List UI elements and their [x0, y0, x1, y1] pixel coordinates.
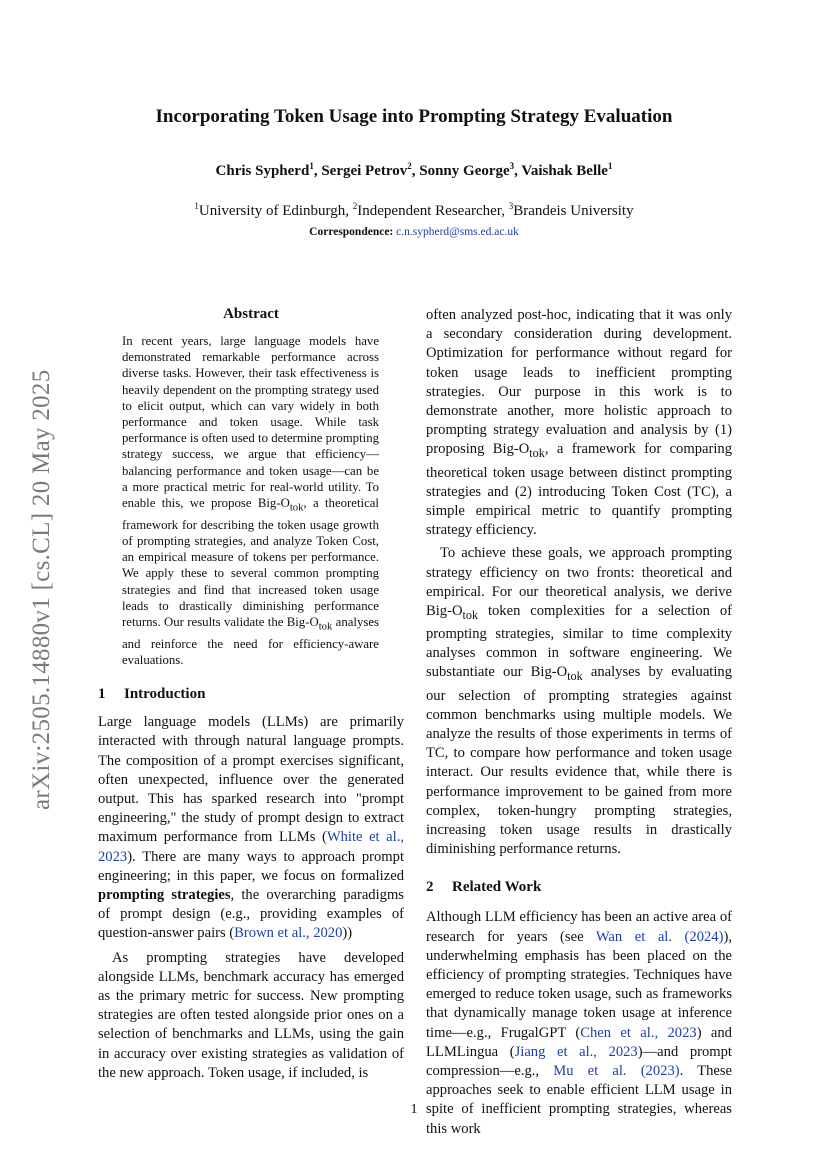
section-heading-related-work: 2 Related Work: [426, 879, 542, 896]
author-name: Chris Sypherd: [215, 163, 310, 179]
abstract-heading: Abstract: [223, 306, 279, 322]
citation-link[interactable]: Chen et al., 2023: [580, 1024, 697, 1041]
page-number: 1: [410, 1102, 418, 1117]
author-name: Sergei Petrov: [321, 163, 408, 179]
arxiv-identifier: arXiv:2505.14880v1 [cs.CL] 20 May 2025: [28, 369, 55, 811]
author-name: Vaishak Belle: [521, 163, 608, 179]
correspondence-label: Correspondence:: [309, 226, 394, 238]
affiliation-name: Independent Researcher: [357, 203, 502, 219]
intro-paragraph-2: As prompting strategies have developed alongside LLMs, benchmark accuracy has emerged as the primary metric for success. New prompting strategies are often tested alongside prior ones on a selection of benchmarks and LLMs, using the gain in accuracy over existing strategies as validation of the new approach. Token usage, if included, is: [98, 949, 404, 1081]
author-list: Chris Sypherd$^1$, Sergei Petrov$^2$, Sonny George$^3$, Vaishak Belle$^1$: [215, 161, 613, 179]
section-heading-introduction: 1 Introduction: [98, 686, 206, 703]
affiliation-mark: 2: [352, 201, 358, 211]
author-name: Sonny George: [419, 163, 510, 179]
intro-paragraph-1: Large language models (LLMs) are primarily interacted with through natural language prompts. The composition of a prompt exercises significant, often unexpected, influence over the generated output. This has sparked research into "prompt engineering," the study of prompt design to extract maximum performance from LLMs (White et al., 2023). There are many ways to approach prompt engineering; in this paper, we focus on formalized prompting strategies, the overarching paradigms of prompt design (e.g., providing examples of question-answer pairs (Brown et al., 2020)): [98, 714, 404, 942]
correspondence-line: [0, 226, 828, 238]
affiliation-list: $^1$University of Edinburgh, $^2$Independent Researcher, $^3$Brandeis University: [194, 201, 634, 219]
intro-paragraph-4: To achieve these goals, we approach prompting strategy efficiency on two fronts: theoretical and empirical. For our theoretical analysis, we derive Big-$O_{tok}$ token complexities for a selection of prompting strategies, similar to time complexity analyses common in software engineering. We substantiate our Big-$O_{tok}$ analyses by evaluating our selection of prompting strategies against common benchmarks using multiple models. We analyze the results of those experiments in terms of TC, to compare how performance and token usage interact. Our results evidence that, while there is performance improvement to be gained from more complex, token-hungry prompting strategies, increasing token usage results in drastically diminishing performance returns.: [426, 545, 732, 858]
left-column: [98, 306, 404, 1083]
author-affiliation-mark: 1: [607, 161, 613, 171]
abstract-text: In recent years, large language models have demonstrated remarkable performance across diverse tasks. However, their task effectiveness is heavily dependent on the prompting strategy used to elicit output, which can vary widely in both performance and token usage. While task performance is often used to determine prompting strategy success, we argue that efficiency—balancing performance and token usage—can be a more practical metric for real-world utility. To enable this, we propose Big-$O_{tok}$, a theoretical framework for describing the token usage growth of prompting strategies, and analyze Token Cost, an empirical measure of tokens per performance. We apply these to several common prompting strategies and find that increased token usage leads to drastically diminishing performance returns. Our results validate the Big-$O_{tok}$ analyses and reinforce the need for efficiency-aware evaluations.: [122, 334, 380, 667]
author-affiliation-mark: 3: [509, 161, 515, 171]
citation-link[interactable]: Jiang et al., 2023: [514, 1043, 638, 1060]
author-affiliation-mark: 2: [407, 161, 412, 171]
affiliation-mark: 3: [508, 201, 514, 211]
right-column: [426, 306, 732, 1139]
author-affiliation-mark: 1: [309, 161, 314, 171]
paper-title: Incorporating Token Usage into Prompting Strategy Evaluation: [155, 106, 673, 127]
citation-link[interactable]: Brown et al., 2020: [234, 925, 343, 942]
related-work-paragraph-1: Although LLM efficiency has been an active area of research for years (see Wan et al. (2024)), underwhelming emphasis has been placed on the efficiency of prompting strategies. Techniques have emerged to reduce token usage, such as frameworks that dynamically manage token usage at inference time—e.g., FrugalGPT (Chen et al., 2023) and LLMLingua (Jiang et al., 2023)—and prompt compression—e.g., Mu et al. (2023). These approaches seek to enable efficient LLM usage in spite of inefficient prompting strategies, whereas this work: [426, 909, 732, 1137]
affiliation-name: University of Edinburgh: [198, 203, 346, 219]
citation-link[interactable]: Wan et al. (2024): [595, 928, 724, 945]
citation-link[interactable]: White et al., 2023: [98, 829, 404, 865]
intro-paragraph-3: often analyzed post-hoc, indicating that it was only a secondary consideration during development. Optimization for performance without regard for token usage leads to inefficient prompting strategies. Our purpose in this work is to demonstrate another, more holistic approach to prompting strategy evaluation and analysis by (1) proposing Big-$O_{tok}$, a framework for comparing theoretical token usage between distinct prompting strategies and (2) introducing Token Cost (TC), a simple empirical metric to quantify prompting strategy efficiency.: [426, 307, 732, 539]
citation-link[interactable]: Mu et al. (2023): [553, 1063, 680, 1080]
correspondence-email-link[interactable]: c.n.sypherd@sms.ed.ac.uk: [396, 226, 519, 238]
affiliation-mark: 1: [194, 201, 199, 211]
affiliation-name: Brandeis University: [513, 203, 634, 219]
